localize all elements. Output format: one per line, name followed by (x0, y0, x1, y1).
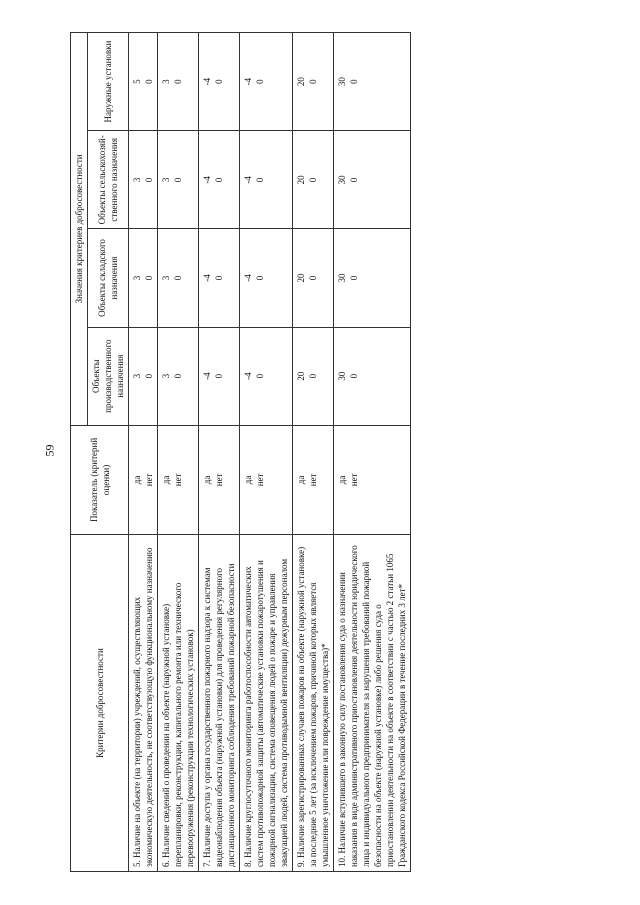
value-no: 0 (308, 79, 318, 84)
value-cell (199, 327, 240, 425)
criteria-table (70, 32, 411, 872)
value-yes: 5 (132, 79, 142, 84)
value-cell (334, 327, 411, 425)
value-yes: 3 (132, 275, 142, 281)
value-yes: 3 (132, 177, 142, 183)
value-no: 0 (214, 79, 224, 84)
value-cell (240, 327, 293, 425)
indicator-yes: да (296, 475, 306, 485)
value-no: 0 (255, 79, 265, 84)
value-cell (334, 33, 411, 131)
value-yes: 30 (337, 77, 347, 87)
value-cell (199, 229, 240, 327)
value-no: 0 (173, 373, 183, 379)
indicator-no: нет (255, 473, 265, 487)
table-row (129, 33, 158, 872)
value-no: 0 (255, 275, 265, 281)
value-no: 0 (214, 275, 224, 281)
value-no: 0 (255, 177, 265, 183)
value-yes: 30 (337, 273, 347, 283)
value-yes: -4 (243, 176, 253, 184)
criterion-text: 6. Наличие сведений о проведении на объекте (наружной установке) перепланировки, реконструкции, капитального ремонта или технического перевооружения (реконструкции технологических установок) (158, 535, 199, 872)
value-cell (334, 229, 411, 327)
value-cell (240, 33, 293, 131)
value-no: 0 (144, 79, 154, 84)
indicator-cell (240, 425, 293, 534)
value-yes: -4 (202, 372, 212, 380)
indicator-no: нет (349, 473, 359, 487)
value-cell (293, 131, 334, 229)
value-no: 0 (349, 275, 359, 281)
value-cell (158, 33, 199, 131)
value-no: 0 (349, 79, 359, 84)
indicator-cell (334, 425, 411, 534)
value-cell (293, 33, 334, 131)
indicator-header: Показатель (критерий оценки) (71, 425, 129, 534)
table-header-row (71, 33, 88, 872)
value-cell (129, 229, 158, 327)
table-row (199, 33, 240, 872)
value-yes: 3 (161, 177, 171, 183)
value-yes: 3 (132, 373, 142, 379)
value-cell (199, 131, 240, 229)
table-row (240, 33, 293, 872)
value-no: 0 (173, 275, 183, 281)
value-cell (334, 131, 411, 229)
indicator-no: нет (214, 473, 224, 487)
page-number: 59 (42, 444, 57, 457)
value-cell (240, 131, 293, 229)
indicator-no: нет (144, 473, 154, 487)
value-cell (293, 229, 334, 327)
table-row (293, 33, 334, 872)
criterion-text: 7. Наличие доступа у органа государственного пожарного надзора к системам видеонаблюдения объекта (наружной установки) для проведения регулярного дистанционного мониторинга соблюдения требований пожарной безопасности (199, 535, 240, 872)
criteria-header: Критерии добросовестности (71, 535, 129, 872)
value-no: 0 (144, 373, 154, 379)
criterion-text: 10. Наличие вступившего в законную силу постановления суда о назначении наказания в виде административного приостановления деятельности юридического лица и индивидуального предпринимателя за нарушения требований пожарной безопасности на объекте (наружной установке) либо решения суда о приостановлении деятельности на объекте в соответствии с частью 2 статьи 1065 Гражданского кодекса Российской Федерации в течение последних 3 лет* (334, 535, 411, 872)
value-yes: -4 (202, 274, 212, 282)
values-group-header: Значения критериев добросовестности (71, 33, 88, 426)
indicator-yes: да (161, 475, 171, 485)
value-yes: -4 (202, 77, 212, 86)
value-no: 0 (255, 373, 265, 379)
value-yes: 30 (337, 175, 347, 185)
value-cell (129, 33, 158, 131)
indicator-yes: да (337, 475, 347, 485)
value-cell (158, 229, 199, 327)
value-cell (129, 131, 158, 229)
value-yes: 20 (296, 273, 306, 283)
value-yes: -4 (243, 372, 253, 380)
value-no: 0 (349, 373, 359, 379)
value-no: 0 (308, 177, 318, 183)
value-yes: 3 (161, 79, 171, 84)
value-yes: -4 (243, 274, 253, 282)
value-yes: -4 (202, 176, 212, 184)
indicator-no: нет (173, 473, 183, 487)
value-no: 0 (173, 79, 183, 84)
criterion-text: 8. Наличие круглосуточного мониторинга работоспособности автоматических систем противопожарной защиты (автоматические установки пожаротушения и пожарной сигнализации, система оповещения людей о пожаре и управления эвакуацией людей, система противодымной вентиляции) дежурным персоналом (240, 535, 293, 872)
column-header-production: Объекты производственного назначения (88, 327, 129, 425)
value-yes: 3 (161, 373, 171, 379)
rotated-table-container (70, 32, 630, 872)
column-header-agricultural: Объекты сельскохозяй-ственного назначения (88, 131, 129, 229)
value-no: 0 (214, 177, 224, 183)
value-yes: 20 (296, 175, 306, 185)
indicator-yes: да (132, 475, 142, 485)
value-cell (293, 327, 334, 425)
table-row (158, 33, 199, 872)
value-cell (129, 327, 158, 425)
indicator-yes: да (202, 475, 212, 485)
value-yes: -4 (243, 77, 253, 86)
column-header-outdoor: Наружные установки (88, 33, 129, 131)
indicator-cell (199, 425, 240, 534)
value-cell (158, 131, 199, 229)
value-no: 0 (308, 275, 318, 281)
column-header-warehouse: Объекты складского назначения (88, 229, 129, 327)
value-no: 0 (144, 275, 154, 281)
value-yes: 20 (296, 77, 306, 87)
table-row (334, 33, 411, 872)
indicator-yes: да (243, 475, 253, 485)
indicator-cell (129, 425, 158, 534)
criterion-text: 5. Наличие на объекте (на территории) учреждений, осуществляющих экономическую деятельность, не соответствующую функциональному назначению (129, 535, 158, 872)
value-yes: 30 (337, 371, 347, 381)
value-yes: 3 (161, 275, 171, 281)
value-cell (240, 229, 293, 327)
value-cell (199, 33, 240, 131)
indicator-cell (158, 425, 199, 534)
value-no: 0 (308, 373, 318, 379)
value-no: 0 (349, 177, 359, 183)
indicator-cell (293, 425, 334, 534)
value-yes: 20 (296, 371, 306, 381)
indicator-no: нет (308, 473, 318, 487)
value-cell (158, 327, 199, 425)
value-no: 0 (173, 177, 183, 183)
value-no: 0 (214, 373, 224, 379)
criterion-text: 9. Наличие зарегистрированных случаев пожаров на объекте (наружной установке) за последние 5 лет (за исключением пожаров, причиной которых является умышленное уничтожение или повреждение имущества)* (293, 535, 334, 872)
value-no: 0 (144, 177, 154, 183)
